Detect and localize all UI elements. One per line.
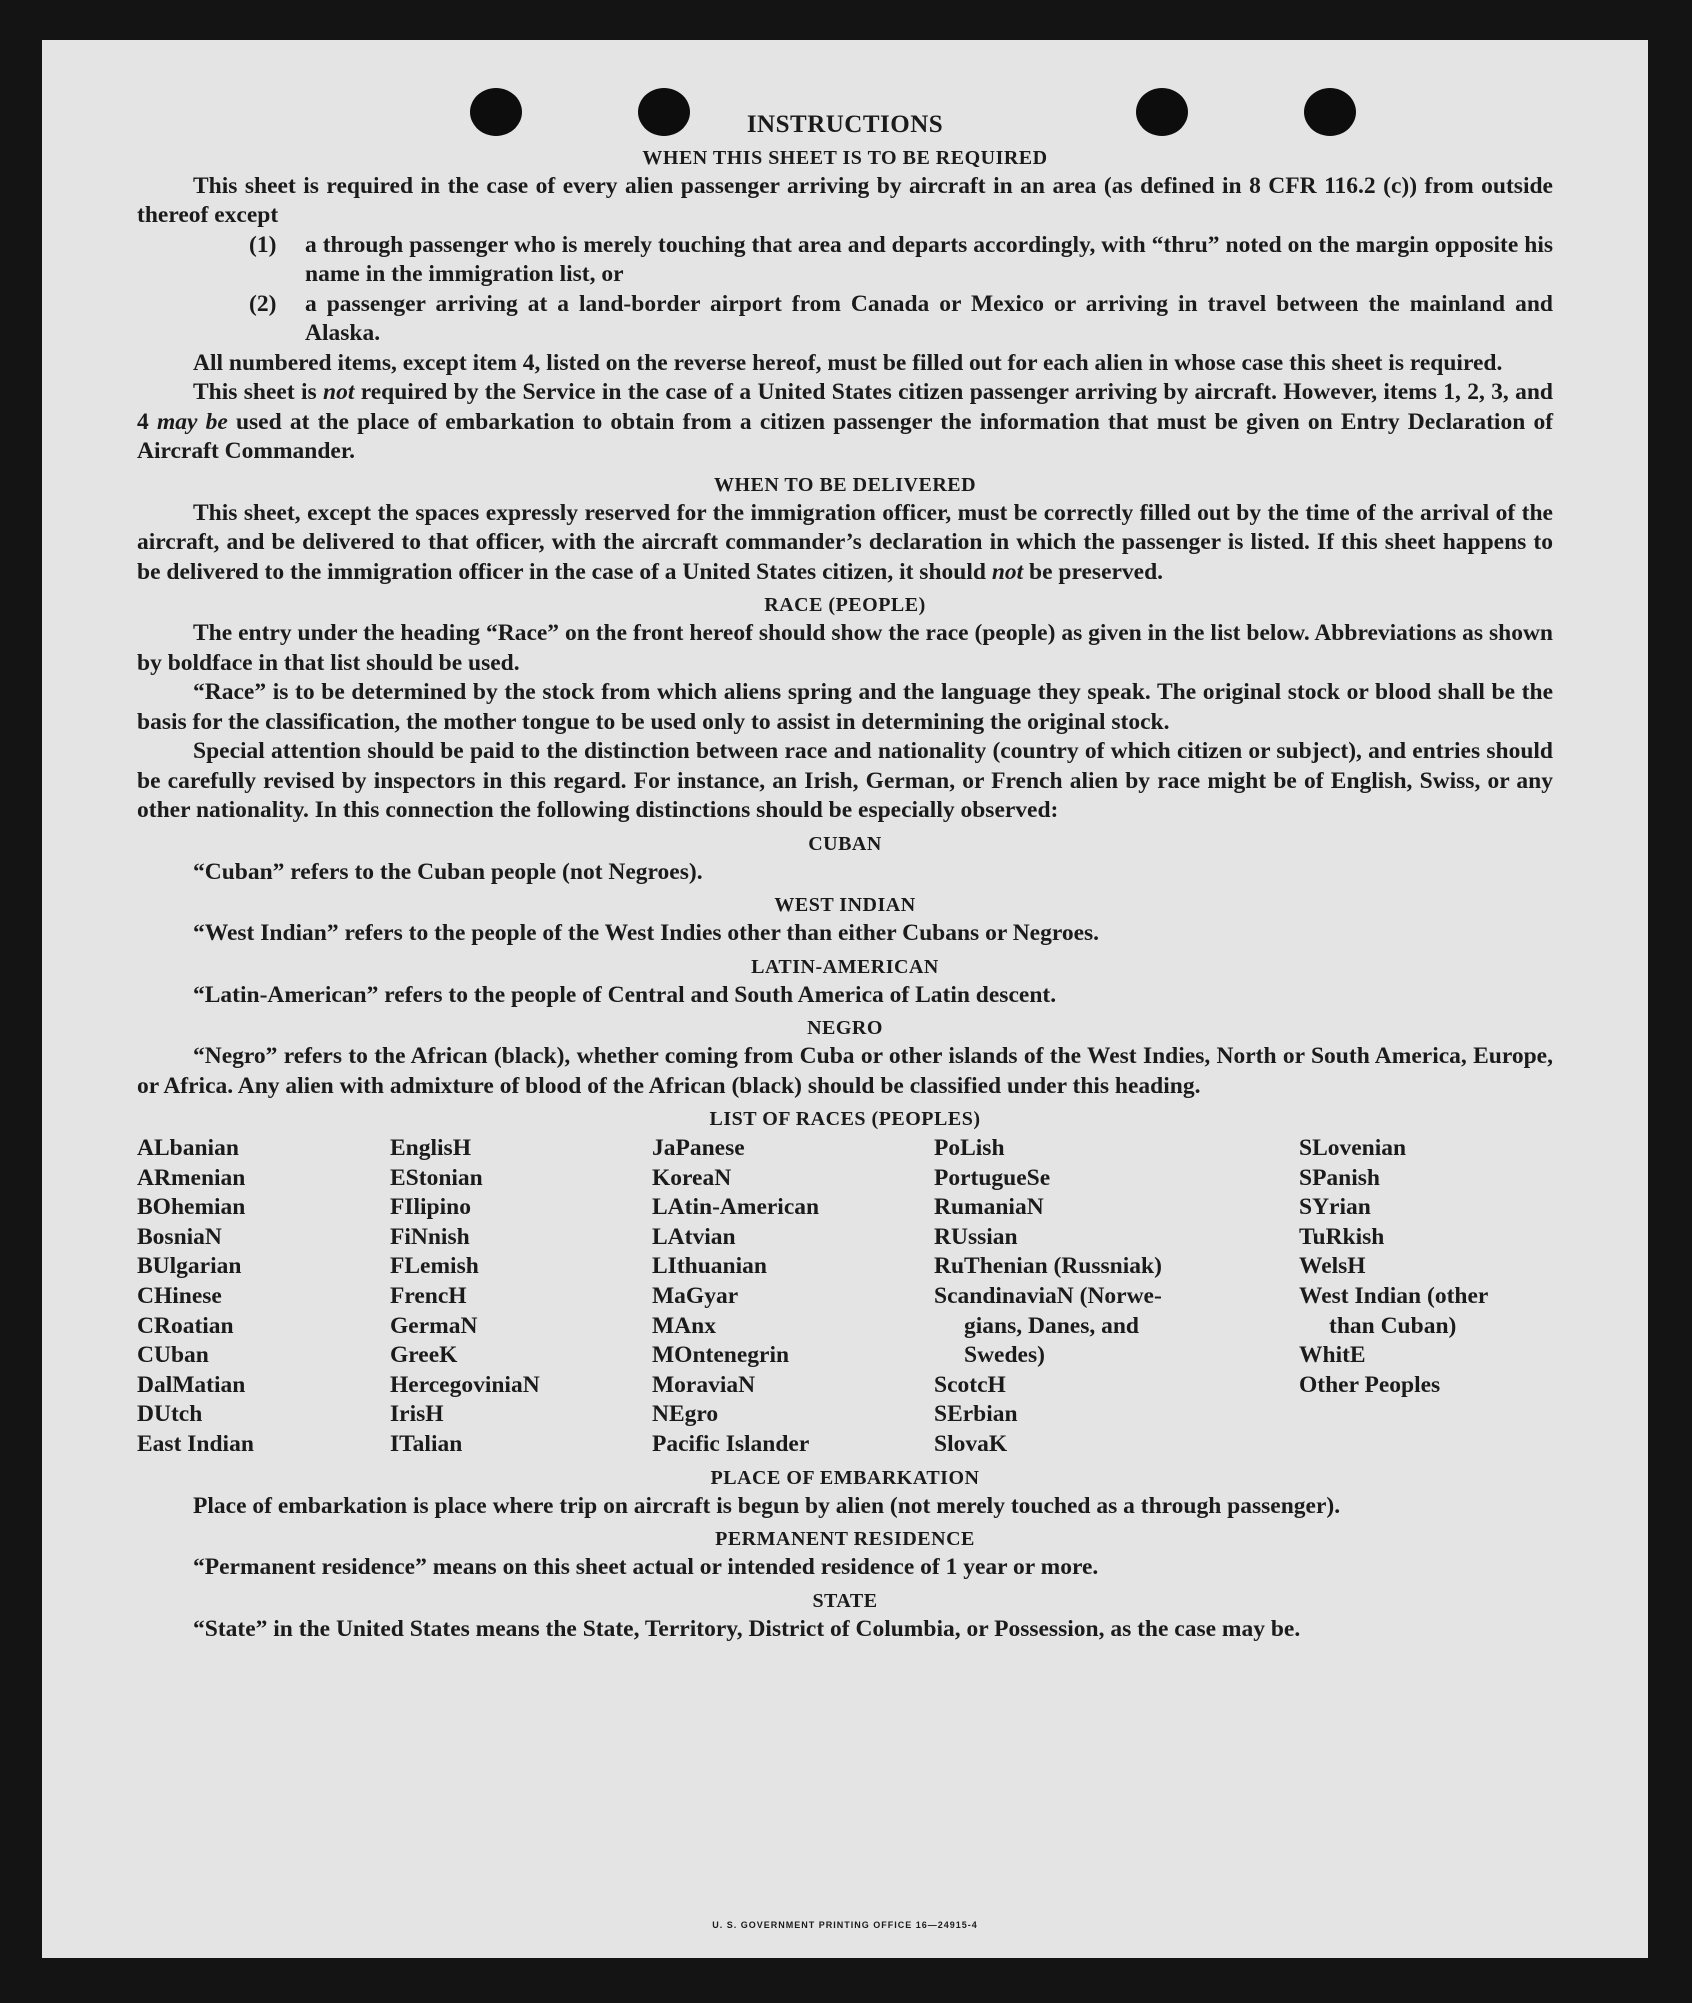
race-column (652, 1134, 934, 1460)
race-entry: SErbian (934, 1401, 1018, 1428)
race-entry: BosniaN (137, 1223, 222, 1250)
paragraph: This sheet, except the spaces expressly reserved for the immigration officer, must be correctly filled out by the time of the arrival of the aircraft, and be delivered to that officer, with the aircraft commander’s declaration in which the passenger is listed. If this sheet happens to be delivered to the immigration officer in the case of a United States citizen, it should not be preserved. (137, 499, 1553, 585)
paragraph: “Latin-American” refers to the people of Central and South America of Latin descent. (193, 981, 1057, 1008)
exception-item (249, 290, 1553, 349)
instructions-content (137, 110, 1553, 1644)
race-column (390, 1134, 652, 1460)
race-entry: CUban (137, 1342, 209, 1369)
race-entry: ITalian (390, 1430, 463, 1457)
race-entry: East Indian (137, 1430, 254, 1457)
race-entry: LAtin-American (652, 1194, 820, 1221)
race-entry: Pacific Islander (652, 1430, 810, 1457)
race-entry: GermaN (390, 1312, 478, 1339)
race-entry: MaGyar (652, 1282, 739, 1309)
race-column (1299, 1134, 1553, 1460)
race-entry: ARmenian (137, 1164, 246, 1191)
section-heading-embarkation: PLACE OF EMBARKATION (710, 1466, 980, 1489)
race-entry: MOntenegrin (652, 1342, 790, 1369)
race-list (137, 1134, 1553, 1460)
race-entry: DUtch (137, 1401, 203, 1428)
paragraph: “Race” is to be determined by the stock from which aliens spring and the language they speak. The original stock or blood shall be the basis for the classification, the mother tongue to be used only to assist in determining the original stock. (137, 679, 1553, 735)
race-entry: MoraviaN (652, 1371, 756, 1398)
race-entry: CHinese (137, 1282, 222, 1309)
race-entry: ScotcH (934, 1371, 1006, 1398)
race-entry: SYrian (1299, 1194, 1371, 1221)
section-heading-required: WHEN THIS SHEET IS TO BE REQUIRED (642, 146, 1048, 169)
race-entry: CRoatian (137, 1312, 234, 1339)
race-entry: NEgro (652, 1401, 719, 1428)
item-text: a through passenger who is merely touching that area and departs accordingly, with “thru” noted on the margin opposite his name in the immigration list, or (305, 231, 1553, 287)
paragraph: The entry under the heading “Race” on the front hereof should show the race (people) as given in the list below. Abbreviations as shown by boldface in that list should be used. (137, 620, 1553, 676)
race-entry: LIthuanian (652, 1253, 767, 1280)
race-entry: RumaniaN (934, 1194, 1044, 1221)
page-title: INSTRUCTIONS (746, 111, 944, 138)
section-heading-latin-american: LATIN-AMERICAN (751, 955, 939, 978)
item-text: a passenger arriving at a land-border airport from Canada or Mexico or arriving in travel between the mainland and Alaska. (305, 290, 1553, 346)
race-entry: BOhemian (137, 1194, 246, 1221)
race-entry: GreeK (390, 1342, 458, 1369)
section-heading-cuban: CUBAN (808, 832, 882, 855)
section-heading-list: LIST OF RACES (PEOPLES) (709, 1108, 981, 1130)
race-entry: TuRkish (1299, 1223, 1385, 1250)
race-entry: SPanish (1299, 1164, 1380, 1191)
race-entry: PortugueSe (934, 1164, 1051, 1191)
race-entry: RUssian (934, 1223, 1018, 1250)
race-entry: RuThenian (Russniak) (934, 1253, 1162, 1280)
section-heading-state: STATE (812, 1589, 878, 1612)
item-number: (1) (249, 231, 277, 258)
race-entry: FLemish (390, 1253, 479, 1280)
section-heading-delivered: WHEN TO BE DELIVERED (713, 473, 977, 496)
race-entry: gians, Danes, and (964, 1312, 1139, 1339)
printer-imprint: U. S. GOVERNMENT PRINTING OFFICE 16—24915-4 (712, 1920, 978, 1930)
race-entry: LAtvian (652, 1223, 736, 1250)
race-entry: EStonian (390, 1164, 483, 1191)
race-entry: HercegoviniaN (390, 1371, 540, 1398)
paragraph: Place of embarkation is place where trip on aircraft is begun by alien (not merely touched as a through passenger). (193, 1492, 1341, 1519)
race-entry: ALbanian (137, 1135, 239, 1161)
section-heading-negro: NEGRO (807, 1017, 883, 1039)
section-heading-residence: PERMANENT RESIDENCE (715, 1528, 975, 1551)
race-entry: FIlipino (390, 1194, 471, 1221)
race-entry: than Cuban) (1329, 1312, 1457, 1339)
race-entry: West Indian (other (1299, 1282, 1489, 1309)
race-entry: DalMatian (137, 1371, 246, 1398)
race-entry: ScandinaviaN (Norwe- (934, 1282, 1162, 1309)
race-entry: KoreaN (652, 1164, 732, 1191)
paragraph: “Cuban” refers to the Cuban people (not Negroes). (193, 858, 703, 885)
race-entry: EnglisH (390, 1135, 471, 1161)
race-entry: WelsH (1299, 1253, 1366, 1280)
race-entry: PoLish (934, 1135, 1005, 1161)
race-entry: SlovaK (934, 1430, 1008, 1457)
paragraph: “Permanent residence” means on this sheet actual or intended residence of 1 year or more. (193, 1554, 1099, 1581)
paragraph: Special attention should be paid to the distinction between race and nationality (country of which citizen or subject), and entries should be carefully revised by inspectors in this regard. For instance, an Irish, German, or French alien by race might be of English, Swiss, or any other nationality. In this connection the following distinctions should be especially observed: (137, 738, 1553, 823)
race-entry: FrencH (390, 1282, 467, 1309)
race-entry: MAnx (652, 1312, 716, 1339)
race-entry: SLovenian (1299, 1135, 1407, 1161)
paragraph: This sheet is required in the case of every alien passenger arriving by aircraft in an area (as defined in 8 CFR 116.2 (c)) from outside thereof except (137, 172, 1553, 228)
race-column (934, 1134, 1299, 1460)
race-entry: Other Peoples (1299, 1371, 1441, 1398)
section-heading-race: RACE (PEOPLE) (764, 594, 926, 616)
section-heading-west-indian: WEST INDIAN (774, 894, 916, 916)
race-entry: BUlgarian (137, 1253, 242, 1280)
form-sheet (42, 40, 1648, 1958)
paragraph: All numbered items, except item 4, listed on the reverse hereof, must be filled out for each alien in whose case this sheet is required. (193, 349, 1503, 376)
race-column (137, 1134, 390, 1460)
race-entry: Swedes) (964, 1342, 1045, 1369)
exception-item (249, 231, 1553, 290)
paragraph: “West Indian” refers to the people of the West Indies other than either Cubans or Negroes. (193, 920, 1100, 946)
race-entry: IrisH (390, 1401, 444, 1428)
paragraph: This sheet is not required by the Service in the case of a United States citizen passenger arriving by aircraft. However, items 1, 2, 3, and 4 may be used at the place of embarkation to obtain from a citizen passenger the information that must be given on Entry Declaration of Aircraft Commander. (137, 379, 1554, 464)
item-number: (2) (249, 290, 277, 317)
paragraph: “State” in the United States means the State, Territory, District of Columbia, or Possession, as the case may be. (193, 1615, 1301, 1642)
race-entry: WhitE (1299, 1342, 1366, 1369)
paragraph: “Negro” refers to the African (black), whether coming from Cuba or other islands of the West Indies, North or South America, Europe, or Africa. Any alien with admixture of blood of the African (black) should be classified under this heading. (137, 1043, 1553, 1099)
race-entry: JaPanese (652, 1135, 745, 1161)
race-entry: FiNnish (390, 1223, 470, 1250)
